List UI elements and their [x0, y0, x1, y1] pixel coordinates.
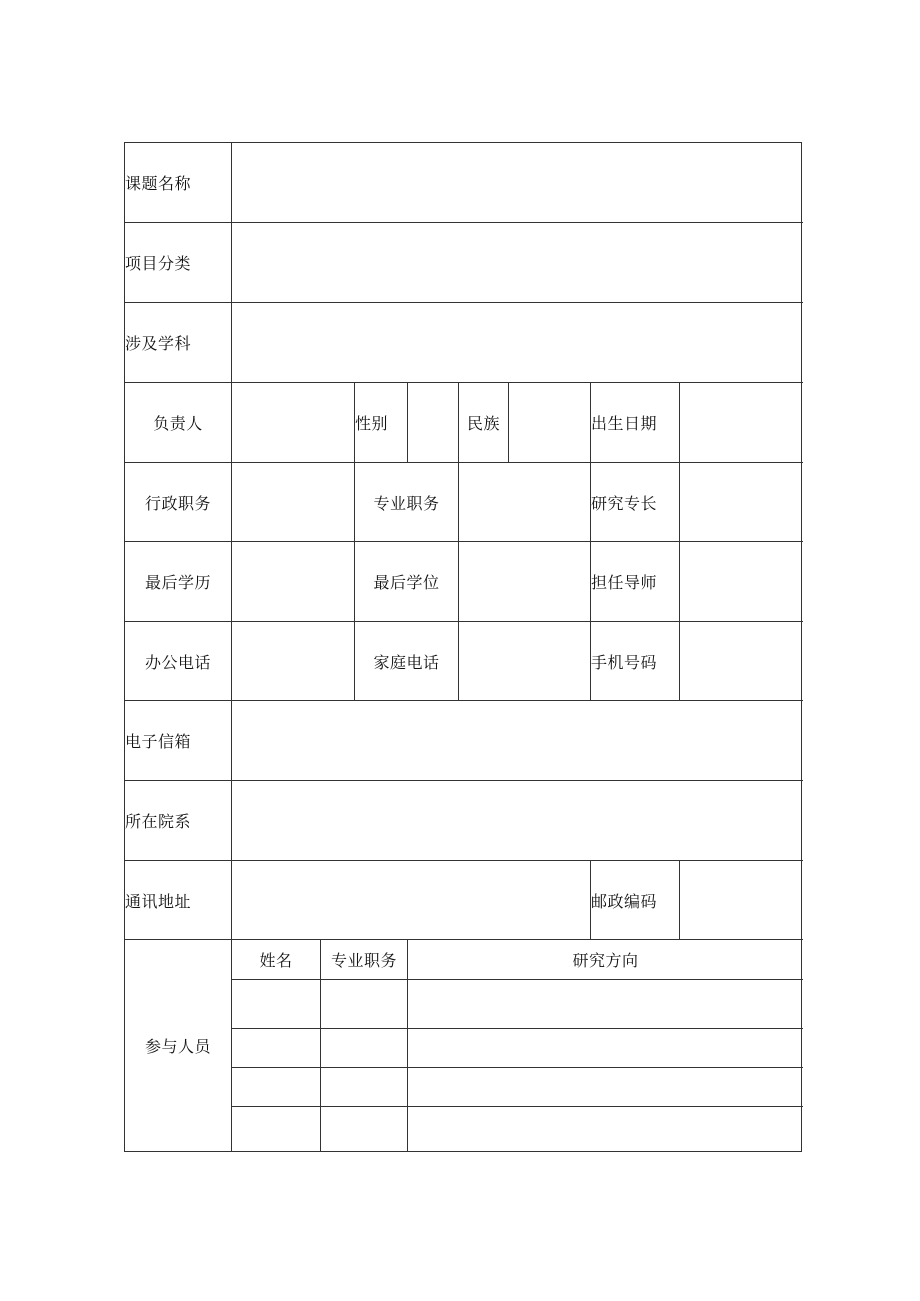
topic-name-label: 课题名称: [125, 143, 232, 223]
participant-name-cell[interactable]: [232, 980, 321, 1029]
admin-position-field[interactable]: [232, 463, 355, 542]
participant-title-cell[interactable]: [321, 1029, 408, 1068]
ethnicity-label: 民族: [459, 383, 509, 463]
office-phone-label: 办公电话: [125, 622, 232, 701]
participants-label: 参与人员: [125, 940, 232, 1151]
supervisor-role-label: 担任导师: [591, 542, 680, 622]
birth-date-label: 出生日期: [591, 383, 680, 463]
email-label: 电子信箱: [125, 701, 232, 781]
participant-name-cell[interactable]: [232, 1068, 321, 1107]
subject-area-label: 涉及学科: [125, 303, 232, 383]
highest-education-field[interactable]: [232, 542, 355, 622]
professional-title-label: 专业职务: [355, 463, 459, 542]
participant-title-cell[interactable]: [321, 980, 408, 1029]
participant-name-cell[interactable]: [232, 1029, 321, 1068]
topic-name-field[interactable]: [232, 143, 803, 223]
address-field[interactable]: [232, 861, 591, 940]
mobile-field[interactable]: [680, 622, 803, 701]
participant-research-direction-header: 研究方向: [408, 940, 803, 980]
highest-degree-label: 最后学位: [355, 542, 459, 622]
email-field[interactable]: [232, 701, 803, 781]
participant-name-header: 姓名: [232, 940, 321, 980]
department-label: 所在院系: [125, 781, 232, 861]
address-label: 通讯地址: [125, 861, 232, 940]
professional-title-field[interactable]: [459, 463, 591, 542]
postal-code-field[interactable]: [680, 861, 803, 940]
gender-field[interactable]: [408, 383, 459, 463]
office-phone-field[interactable]: [232, 622, 355, 701]
birth-date-field[interactable]: [680, 383, 803, 463]
ethnicity-field[interactable]: [509, 383, 591, 463]
project-category-field[interactable]: [232, 223, 803, 303]
research-specialty-field[interactable]: [680, 463, 803, 542]
postal-code-label: 邮政编码: [591, 861, 680, 940]
participant-research-direction-cell[interactable]: [408, 1029, 803, 1068]
research-specialty-label: 研究专长: [591, 463, 680, 542]
home-phone-field[interactable]: [459, 622, 591, 701]
gender-label: 性别: [355, 383, 408, 463]
highest-education-label: 最后学历: [125, 542, 232, 622]
participant-title-cell[interactable]: [321, 1107, 408, 1151]
participant-title-cell[interactable]: [321, 1068, 408, 1107]
project-category-label: 项目分类: [125, 223, 232, 303]
participant-title-header: 专业职务: [321, 940, 408, 980]
application-form: [124, 142, 802, 1152]
participant-research-direction-cell[interactable]: [408, 1107, 803, 1151]
person-in-charge-field[interactable]: [232, 383, 355, 463]
participant-research-direction-cell[interactable]: [408, 1068, 803, 1107]
person-in-charge-label: 负责人: [125, 383, 232, 463]
department-field[interactable]: [232, 781, 803, 861]
highest-degree-field[interactable]: [459, 542, 591, 622]
subject-area-field[interactable]: [232, 303, 803, 383]
admin-position-label: 行政职务: [125, 463, 232, 542]
supervisor-role-field[interactable]: [680, 542, 803, 622]
participant-research-direction-cell[interactable]: [408, 980, 803, 1029]
home-phone-label: 家庭电话: [355, 622, 459, 701]
participant-name-cell[interactable]: [232, 1107, 321, 1151]
mobile-label: 手机号码: [591, 622, 680, 701]
